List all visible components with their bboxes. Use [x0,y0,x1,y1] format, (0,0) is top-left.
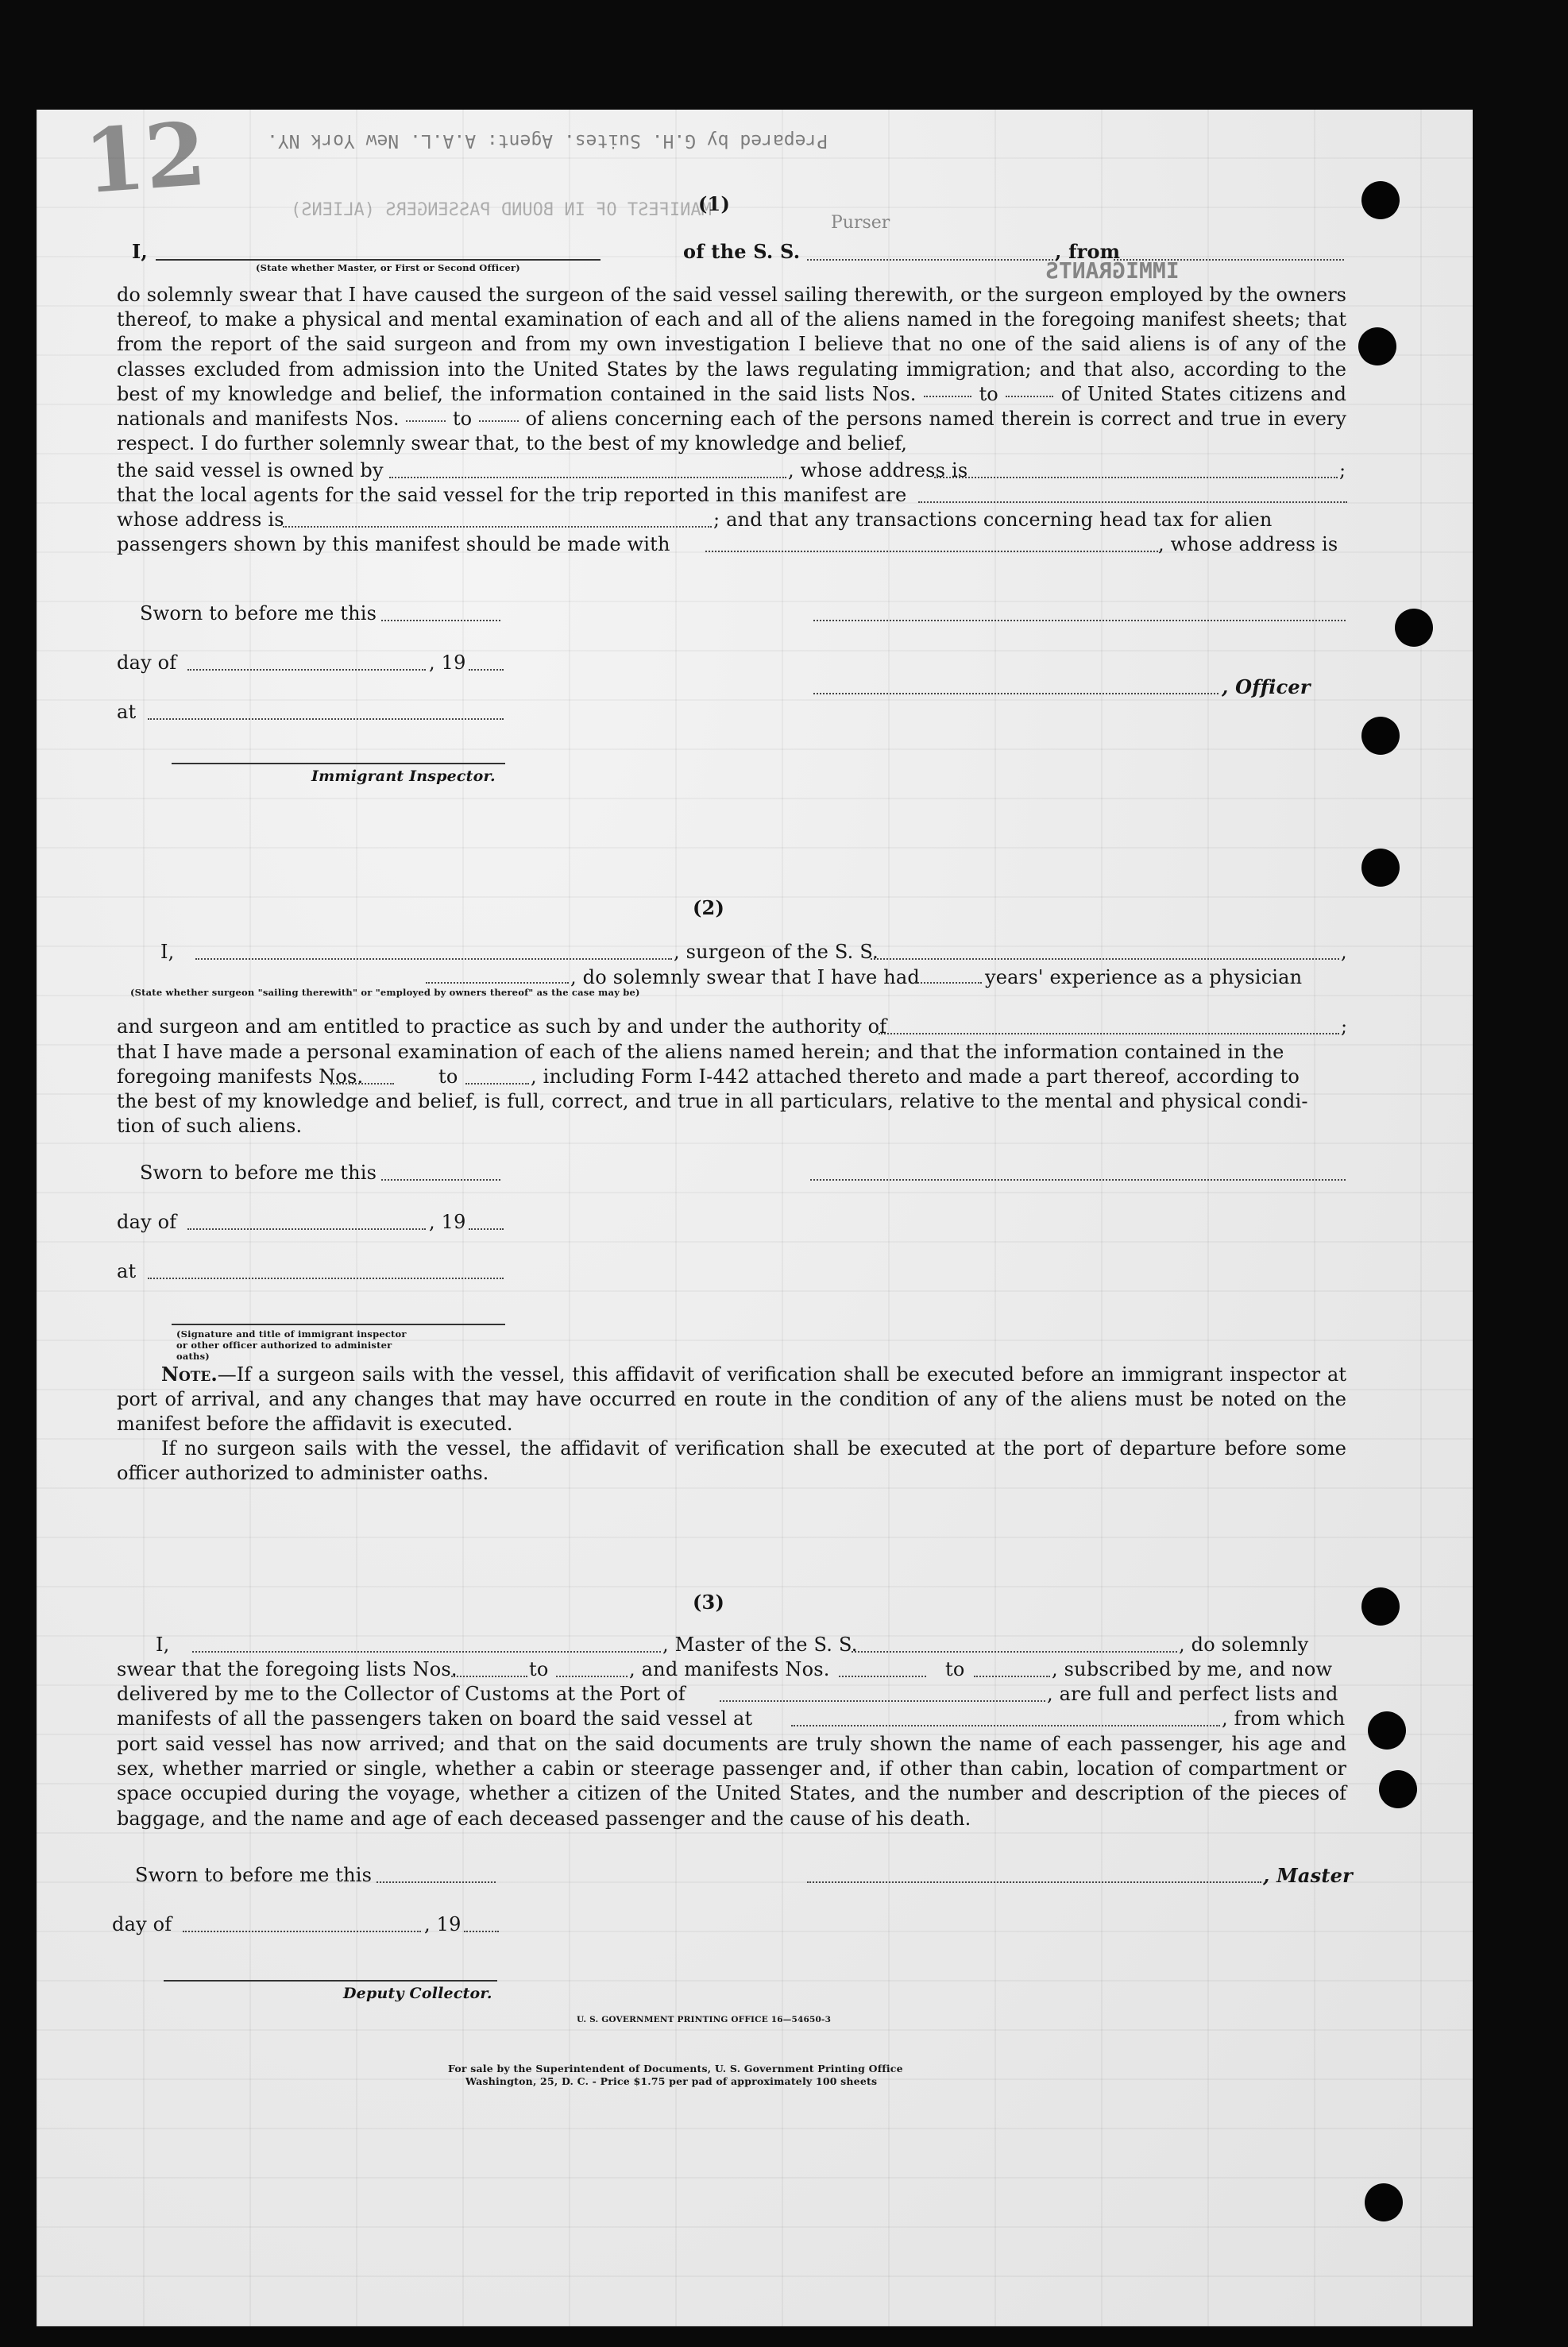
s3-sworn-label: Sworn to before me this [135,1864,373,1886]
s1-agent-address-label: whose address is [117,508,284,531]
s1-officer-note: (State whether Master, or First or Second Officer) [256,262,520,273]
s1-of-ss-label: of the S. S. [683,240,801,263]
s2-manifests-from-field[interactable] [330,1083,394,1085]
punch-hole [1365,2183,1403,2221]
s2-surgeon-signature-line[interactable] [810,1179,1346,1181]
s3-I-label: I, [156,1634,170,1656]
s1-at-label: at [117,701,137,723]
s3-do-solemnly-label: , do solemnly [1179,1634,1309,1656]
s2-manifests-to-field[interactable] [465,1083,529,1085]
s1-from-label: , from [1055,240,1121,263]
s3-day-of-label: day of [112,1913,172,1935]
s2-authority-text: and surgeon and am entitled to practice as such by and under the authority of [117,1015,887,1038]
s2-surgeon-note: (State whether surgeon "sailing therewith" or "employed by owners thereof" as the case may be) [130,987,640,998]
s2-semicolon: ; [1341,1015,1348,1038]
s3-to-label: to [529,1658,549,1680]
s1-lists-from-field[interactable] [924,396,971,397]
s2-solemnly-text: , do solemnly swear that I have had [570,966,920,988]
s2-inspector-signature-line[interactable] [172,1324,505,1325]
s1-inspector-label: Immigrant Inspector. [311,768,496,785]
s1-manifests-to-field[interactable] [479,420,519,422]
s1-owned-by-label: the said vessel is owned by [117,459,384,481]
s2-surgeon-of-label: , surgeon of the S. S. [674,941,879,963]
s1-from-field[interactable] [1114,259,1344,261]
s2-year-field[interactable] [469,1228,504,1230]
s3-full-perfect-label: , are full and perfect lists and [1047,1683,1338,1705]
punch-hole [1379,1770,1417,1808]
s1-day-of-label: day of [117,652,177,674]
gpo-imprint: U. S. GOVERNMENT PRINTING OFFICE 16—54650-3 [577,2015,832,2024]
s2-year-label: , 19 [429,1211,466,1233]
s3-manifests-to-field[interactable] [974,1676,1050,1677]
s1-owner-address-field[interactable] [934,477,1338,478]
s1-head-tax-text: ; and that any transactions concerning head tax for alien [713,508,1273,531]
s2-sworn-date-field[interactable] [381,1179,500,1181]
s2-authority-field[interactable] [879,1033,1339,1034]
section-1-number: (1) [698,192,731,215]
s1-ship-name-field[interactable] [807,259,1053,261]
s2-years-exp-text: years' experience as a physician [985,966,1303,988]
s1-body-paragraph: do solemnly swear that I have caused the surgeon of the said vessel sailing therewith, or the surgeon employed by the owners thereof, to make a physical and mental examination of each and all of the aliens named in the foregoing manifest sheets; that from the report of the said surgeon and from my own investigation I believe that no one of the said aliens is of any of the classes excluded from admission into the United States by the laws regulating immigration; and that also, according to the best of my knowledge and belief, the information contained in the said lists Nos. to of United States citizens and nationals and manifests Nos. to of aliens concerning each of the persons named therein is correct and true in every respect. I do further solemnly swear that, to the best of my knowledge and belief, [117,284,1346,455]
punch-hole [1358,327,1396,365]
s1-inspector-signature-line[interactable] [172,763,505,764]
s2-note-paragraph: Note.—If a surgeon sails with the vessel, this affidavit of verification shall be executed before an immigrant inspector at port of arrival, and any changes that may have occurred en route in the condition of any of the aliens must be noted on the manifest before the affidavit is executed. [117,1363,1346,1436]
s3-master-label: , Master [1263,1864,1353,1887]
s2-surgeon-status-field[interactable] [426,982,569,984]
s2-day-of-field[interactable] [187,1228,426,1230]
section-2-number: (2) [693,896,725,919]
s1-agent-address-field[interactable] [283,526,712,528]
handwritten-note: Purser [831,213,890,233]
s3-manifests-all-label: manifests of all the passengers taken on board the said vessel at [117,1707,753,1730]
s1-officer-signature-line[interactable] [813,620,1346,621]
s2-such-aliens-text: tion of such aliens. [117,1115,303,1137]
typed-header-line: Prepared by G.H. Suites. Agent: A.A.L. New York NY. [267,130,828,151]
sale-notice-line-2: Washington, 25, D. C. - Price $1.75 per pad of approximately 100 sheets [465,2075,878,2087]
immigrants-stamp: IMMIGRANTS [1045,257,1180,284]
s3-master-signature-line[interactable] [807,1881,1261,1883]
punch-hole [1361,1587,1400,1626]
s1-day-of-field[interactable] [187,669,426,671]
s1-owner-field[interactable] [389,477,786,478]
punch-hole [1361,717,1400,755]
s2-at-label: at [117,1260,137,1282]
s3-year-label: , 19 [424,1913,462,1935]
punch-hole [1395,609,1433,647]
punch-hole [1368,1711,1406,1750]
s2-years-field[interactable] [915,982,982,984]
s2-surgeon-name-field[interactable] [195,958,672,960]
punch-hole [1361,181,1400,219]
s2-personal-exam-text: that I have made a personal examination of each of the aliens named herein; and that the information contained in the [117,1041,1284,1063]
s1-local-agents-field[interactable] [918,501,1347,503]
punch-hole [1361,849,1400,887]
s3-and-manifests-label: , and manifests Nos. [629,1658,830,1680]
s3-delivered-label: delivered by me to the Collector of Customs at the Port of [117,1683,686,1705]
s2-at-field[interactable] [148,1278,504,1279]
s2-ship-name-field[interactable] [871,958,1339,960]
s3-lists-from-field[interactable] [451,1676,527,1677]
s1-manifests-from-field[interactable] [406,420,446,422]
document-page [37,102,1473,2326]
s2-signature-note: (Signature and title of immigrant inspector or other officer authorized to administer oaths) [176,1328,407,1362]
s2-I-label: I, [160,941,175,963]
s3-to2-label: to [945,1658,965,1680]
s2-sworn-label: Sworn to before me this [140,1162,377,1184]
s3-deputy-signature-line[interactable] [164,1980,497,1982]
s1-sworn-date-field[interactable] [381,620,500,621]
s2-including-text: , including Form I-442 attached thereto and made a part thereof, according to [531,1065,1300,1088]
s3-deputy-label: Deputy Collector. [343,1985,492,2002]
s3-subscribed-label: , subscribed by me, and now [1052,1658,1333,1680]
s2-day-of-label: day of [117,1211,177,1233]
s2-to-label: to [438,1065,458,1088]
s3-lists-to-field[interactable] [556,1676,628,1677]
s3-year-field[interactable] [464,1931,499,1932]
s1-passengers-line: passengers shown by this manifest should be made with [117,533,670,555]
s1-head-tax-party-field[interactable] [705,551,1158,552]
s1-I-label: I, [132,240,148,263]
s3-sworn-date-field[interactable] [377,1881,496,1883]
s1-year-field[interactable] [469,669,504,671]
s3-master-name-field[interactable] [192,1651,661,1653]
sale-notice-line-1: For sale by the Superintendent of Documents, U. S. Government Printing Office [448,2063,903,2074]
s1-semicolon: ; [1339,459,1346,481]
s2-best-text: the best of my knowledge and belief, is full, correct, and true in all particulars, relative to the mental and physical condi- [117,1090,1308,1112]
note-label: Note. [161,1363,218,1386]
s1-at-field[interactable] [148,718,504,720]
s2-foregoing-label: foregoing manifests Nos. [117,1065,364,1088]
s1-local-agents-label: that the local agents for the said vessel for the trip reported in this manifest are [117,484,907,506]
s3-ship-name-field[interactable] [852,1651,1177,1653]
s3-embark-port-field[interactable] [791,1725,1220,1726]
s3-master-of-label: , Master of the S. S. [662,1634,858,1656]
section-3-number: (3) [693,1591,725,1614]
page-number-stamp: 12 [80,102,210,214]
s1-year-label: , 19 [429,652,466,674]
s1-officer-line[interactable] [813,693,1218,694]
s3-from-which-label: , from which [1222,1707,1346,1730]
s1-sworn-label: Sworn to before me this [140,602,377,624]
s2-note2-paragraph: If no surgeon sails with the vessel, the affidavit of verification shall be executed at the port of departure before some officer authorized to administer oaths. [117,1437,1346,1485]
s3-port-field[interactable] [720,1700,1045,1702]
s3-body-paragraph: port said vessel has now arrived; and that on the said documents are truly shown the name of each passenger, his age and sex, whether married or single, whether a cabin or steerage passenger and, if other than cabin, location of compartment or space occupied during the voyage, whether a citizen of the United States, and the number and description of the pieces of baggage, and the name and age of each deceased passenger and the cause of his death. [117,1733,1346,1830]
s1-officer-field[interactable] [156,259,601,261]
s1-whose-address-label: , whose address is [788,459,968,481]
s1-officer-label: , Officer [1222,675,1311,698]
s3-manifests-from-field[interactable] [839,1676,926,1677]
faint-heading: MANIFEST OF IN BOUND PASSENGERS (ALIENS) [291,200,712,220]
s1-lists-to-field[interactable] [1006,396,1053,397]
s2-comma: , [1341,941,1347,963]
s3-swear-lists-label: swear that the foregoing lists Nos. [117,1658,458,1680]
s1-whose-address-end: , whose address is [1158,533,1338,555]
s3-day-of-field[interactable] [183,1931,421,1932]
